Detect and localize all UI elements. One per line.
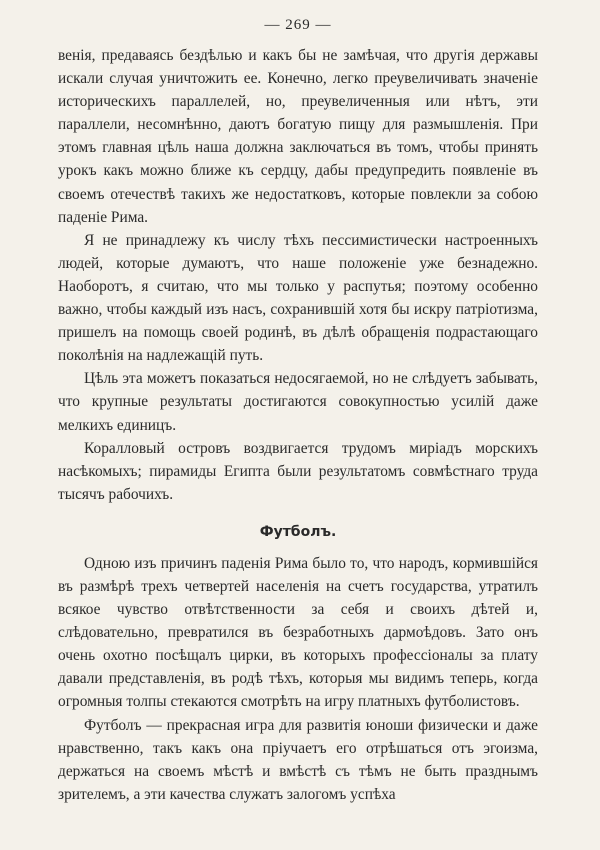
paragraph-3: Цѣль эта можетъ показаться недосягаемой, но не слѣдуетъ забывать, что крупные результаты достигаются совокупностью усилій даже мелкихъ единицъ. <box>58 370 538 434</box>
section-title: Футболъ. <box>259 523 337 540</box>
paragraph-5: Одною изъ причинъ паденія Рима было то, что народъ, кормившійся въ размѣрѣ трехъ четвертей населенія на счетъ государства, утратилъ всякое чувство отвѣтственности за себя и своихъ дѣтей и, слѣдовательно, превратился въ безработныхъ дармоѣдовъ. Зато онъ очень охотно посѣщалъ цирки, въ которыхъ профессіоналы за плату давали представленія, въ родѣ тѣхъ, которыя мы видимъ теперь, когда огромныя толпы стекаются смотрѣть на игру платныхъ футболистовъ. <box>58 554 538 711</box>
top-text-block <box>58 44 538 506</box>
bottom-text-block <box>58 552 538 806</box>
paragraph-6: Футболъ — прекрасная игра для развитія юноши физически и даже нравственно, такъ какъ она пріучаетъ его отрѣшаться отъ эгоизма, держаться на своемъ мѣстѣ и вмѣстѣ съ тѣмъ не быть празднымъ зрителемъ, а эти качества служатъ залогомъ успѣха <box>58 716 538 803</box>
paragraph-1: венія, предаваясь бездѣлью и какъ бы не замѣчая, что другія державы искали случая уничтожить ее. Конечно, легко преувеличивать значеніе историческихъ параллелей, но, преувеличенныя или нѣтъ, эти параллели, несомнѣнно, даютъ богатую пищу для размышленія. При этомъ главная цѣль наша должна заключаться въ томъ, чтобы принять урокъ какъ можно ближе къ сердцу, дабы предупредить появленіе въ своемъ отечествѣ такихъ же недостатковъ, которые повлекли за собою паденіе Рима. <box>58 47 538 226</box>
page-number: — 269 — <box>264 17 332 33</box>
paragraph-2: Я не принадлежу къ числу тѣхъ пессимистически настроенныхъ людей, которые думаютъ, что наше положеніе уже безнадежно. Наоборотъ, я считаю, что мы только у распутья; поэтому особенно важно, чтобы каждый изъ насъ, сохранившій хотя бы искру патріотизма, пришелъ на помощь своей родинѣ, въ дѣлѣ обращенія подрастающаго поколѣнія на надлежащій путь. <box>58 231 538 365</box>
paragraph-4: Коралловый островъ воздвигается трудомъ миріадъ морскихъ насѣкомыхъ; пирамиды Египта были результатомъ совмѣстнаго труда тысячъ рабочихъ. <box>58 439 538 503</box>
